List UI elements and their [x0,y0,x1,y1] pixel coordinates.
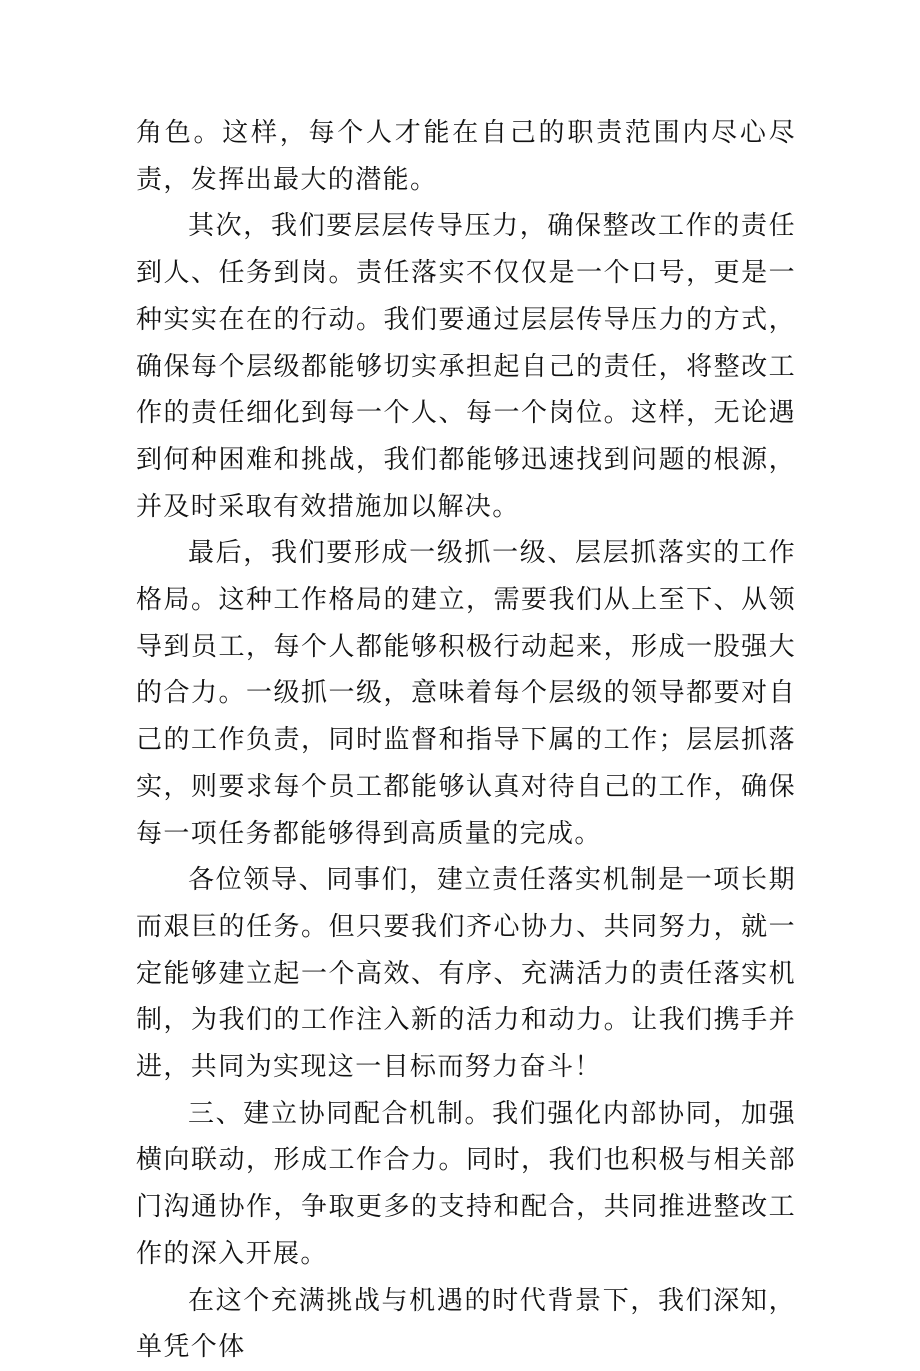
document-page [136,110,796,1371]
paragraph-3: 最后，我们要形成一级抓一级、层层抓落实的工作格局。这种工作格局的建立，需要我们从上至下、从领导到员工，每个人都能够积极行动起来，形成一股强大的合力。一级抓一级，意味着每个层级的领导都要对自己的工作负责，同时监督和指导下属的工作；层层抓落实，则要求每个员工都能够认真对待自己的工作，确保每一项任务都能够得到高质量的完成。 [136,538,796,849]
paragraph-2: 其次，我们要层层传导压力，确保整改工作的责任到人、任务到岗。责任落实不仅仅是一个口号，更是一种实实在在的行动。我们要通过层层传导压力的方式，确保每个层级都能够切实承担起自己的责任，将整改工作的责任细化到每一个人、每一个岗位。这样，无论遇到何种困难和挑战，我们都能够迅速找到问题的根源，并及时采取有效措施加以解决。 [136,211,796,522]
paragraph-1: 角色。这样，每个人才能在自己的职责范围内尽心尽责，发挥出最大的潜能。 [136,118,796,195]
paragraph-6: 在这个充满挑战与机遇的时代背景下，我们深知，单凭个体 [136,1285,796,1363]
paragraph-4: 各位领导、同事们，建立责任落实机制是一项长期而艰巨的任务。但只要我们齐心协力、共同努力，就一定能够建立起一个高效、有序、充满活力的责任落实机制，为我们的工作注入新的活力和动力。让我们携手并进，共同为实现这一目标而努力奋斗！ [136,865,796,1083]
paragraph-5: 三、建立协同配合机制。我们强化内部协同，加强横向联动，形成工作合力。同时，我们也积极与相关部门沟通协作，争取更多的支持和配合，共同推进整改工作的深入开展。 [136,1098,796,1269]
